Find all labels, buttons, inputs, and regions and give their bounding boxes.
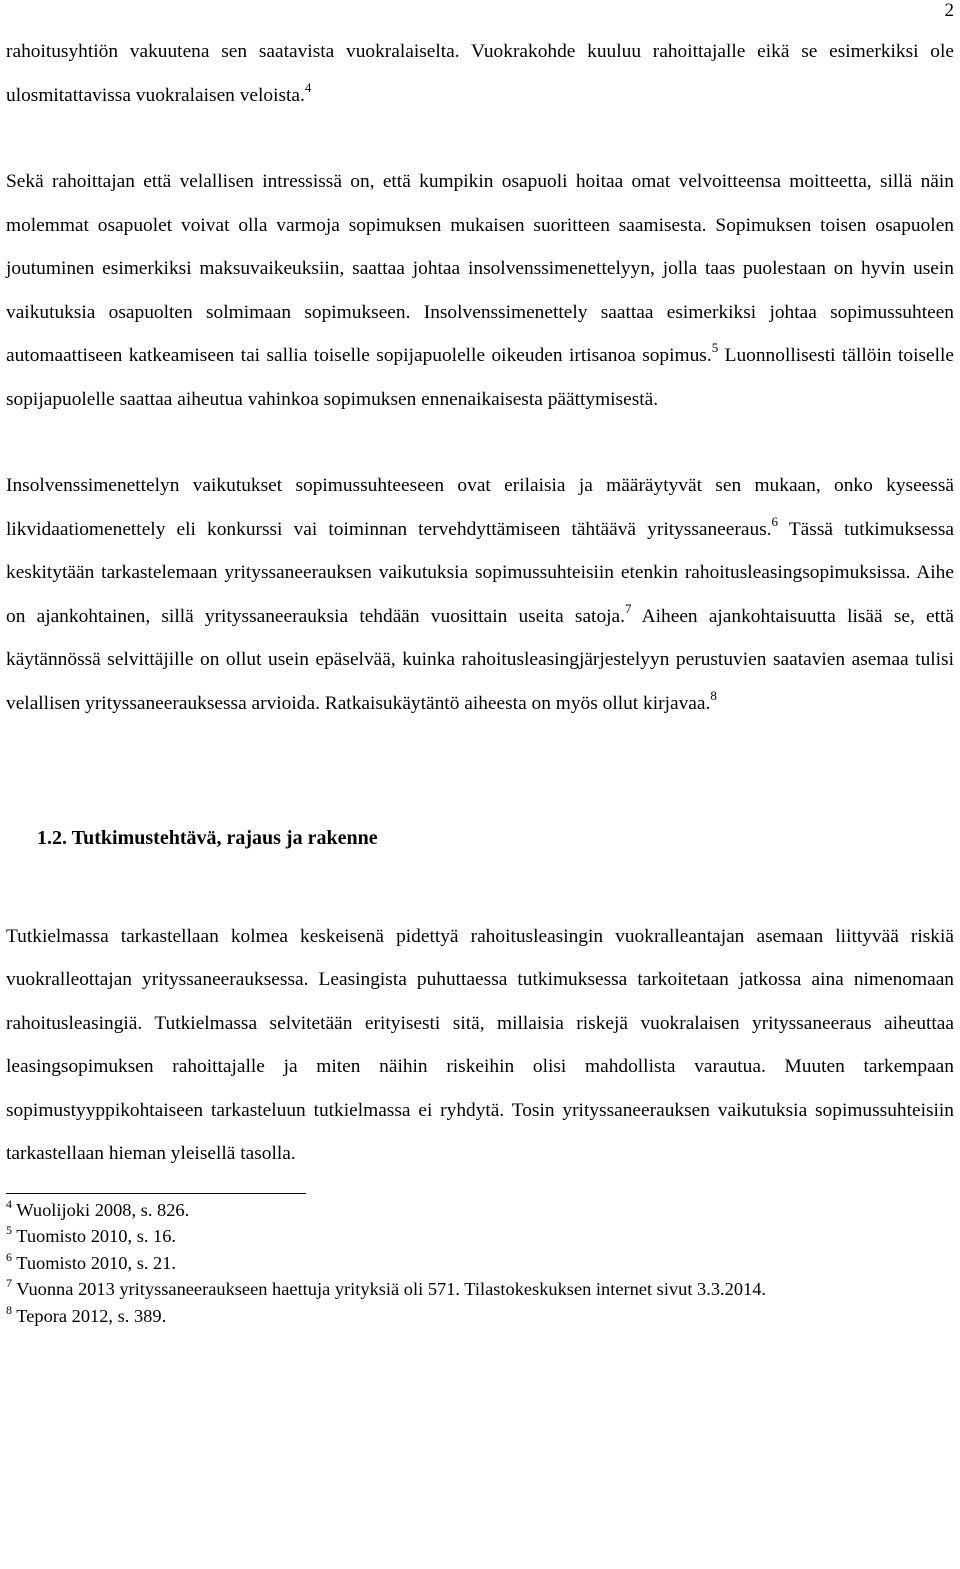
footnote-number: 7 xyxy=(6,1276,12,1290)
footnote-text: Tuomisto 2010, s. 16. xyxy=(16,1226,177,1246)
paragraph-3 xyxy=(6,464,954,725)
document-body xyxy=(6,30,954,1329)
paragraph-2-text-b: Luonnollisesti tällöin toiselle sopijapuolelle saattaa aiheutua vahinkoa sopimuksen ennenaikaisesta päättymisestä. xyxy=(6,345,954,410)
paragraph-3-text-c: Aiheen ajankohtaisuutta lisää se, että käytännössä selvittäjille on ollut usein epäselvää, kuinka rahoitusleasingjärjestelyyn perustuvien saatavien asemaa tulisi velallisen yrityssaneerauksessa arvioida. Ratkaisukäytäntö aiheesta on myös ollut kirjavaa. xyxy=(6,605,955,714)
footnote-number: 5 xyxy=(6,1223,12,1237)
paragraph-1 xyxy=(6,30,954,117)
footnote-text: Wuolijoki 2008, s. 826. xyxy=(16,1199,190,1220)
footnotes xyxy=(6,1197,954,1330)
footnote-text: Tepora 2012, s. 389. xyxy=(16,1305,167,1326)
footnote-ref-8[interactable]: 8 xyxy=(710,687,717,703)
footnote-ref-6[interactable]: 6 xyxy=(771,513,779,529)
footnote-5 xyxy=(6,1223,954,1250)
paragraph-2 xyxy=(6,160,954,421)
footnote-number: 4 xyxy=(6,1196,12,1211)
footnote-ref-4[interactable]: 4 xyxy=(304,79,312,95)
footnote-number: 8 xyxy=(6,1302,12,1317)
footnote-number: 6 xyxy=(6,1249,12,1264)
section-heading: 1.2. Tutkimustehtävä, rajaus ja rakenne xyxy=(37,827,378,849)
footnote-4 xyxy=(6,1197,954,1224)
footnote-text: Tuomisto 2010, s. 21. xyxy=(16,1252,177,1273)
footnote-separator xyxy=(6,1193,306,1194)
footnote-ref-5[interactable]: 5 xyxy=(711,340,719,355)
footnote-8 xyxy=(6,1303,954,1330)
paragraph-4: Tutkielmassa tarkastellaan kolmea keskeisenä pidettyä rahoitusleasingin vuokralleantajan asemaan liittyvää riskiä vuokralleottajan yrityssaneerauksessa. Leasingista puhuttaessa tutkimuksessa tarkoitetaan jatkossa aina nimenomaan rahoitusleasingiä. Tutkielmassa selvitetään erityisesti sitä, millaisia riskejä vuokralaisen yrityssaneeraus aiheuttaa leasingsopimuksen rahoittajalle ja miten näihin riskeihin olisi mahdollista varautua. Muuten tarkempaan sopimustyyppikohtaiseen tarkasteluun tutkielmassa ei ryhdytä. Tosin yrityssaneerauksen vaikutuksia sopimussuhteisiin tarkastellaan hieman yleisellä tasolla. xyxy=(6,925,954,1164)
footnote-text: Vuonna 2013 yrityssaneeraukseen haettuja yrityksiä oli 571. Tilastokeskuksen internet sivut 3.3.2014. xyxy=(16,1279,767,1299)
footnote-6 xyxy=(6,1250,954,1277)
page-number: 2 xyxy=(944,0,954,21)
paragraph-3-text-a: Insolvenssimenettelyn vaikutukset sopimussuhteeseen ovat erilaisia ja määräytyvät sen mukaan, onko kyseessä likvidaatiomenettely eli konkurssi vai toiminnan tervehdyttämiseen tähtäävä yrityssaneeraus. xyxy=(6,475,954,540)
footnote-ref-7[interactable]: 7 xyxy=(625,600,632,616)
paragraph-1-text: rahoitusyhtiön vakuutena sen saatavista vuokralaiselta. Vuokrakohde kuuluu rahoittajalle eikä se esimerkiksi ole ulosmitattavissa vuokralaisen veloista. xyxy=(6,41,954,106)
footnote-7 xyxy=(6,1276,954,1303)
paragraph-3-text-b: Tässä tutkimuksessa keskitytään tarkastelemaan yrityssaneerauksen vaikutuksia sopimussuhteisiin etenkin rahoitusleasingsopimuksissa. Aihe on ajankohtainen, sillä yrityssaneerauksia tehdään vuosittain useita satoja. xyxy=(6,518,954,627)
paragraph-2-text-a: Sekä rahoittajan että velallisen intressissä on, että kumpikin osapuoli hoitaa omat velvoitteensa moitteetta, sillä näin molemmat osapuolet voivat olla varmoja sopimuksen mukaisen suoritteen saamisesta. Sopimuksen toisen osapuolen joutuminen esimerkiksi maksuvaikeuksiin, saattaa johtaa insolvenssimenettelyyn, jolla taas puolestaan on hyvin usein vaikutuksia osapuolten solmimaan sopimukseen. Insolvenssimenettely saattaa esimerkiksi johtaa sopimussuhteen automaattiseen katkeamiseen tai sallia toiselle sopijapuolelle oikeuden irtisanoa sopimus. xyxy=(6,171,954,366)
